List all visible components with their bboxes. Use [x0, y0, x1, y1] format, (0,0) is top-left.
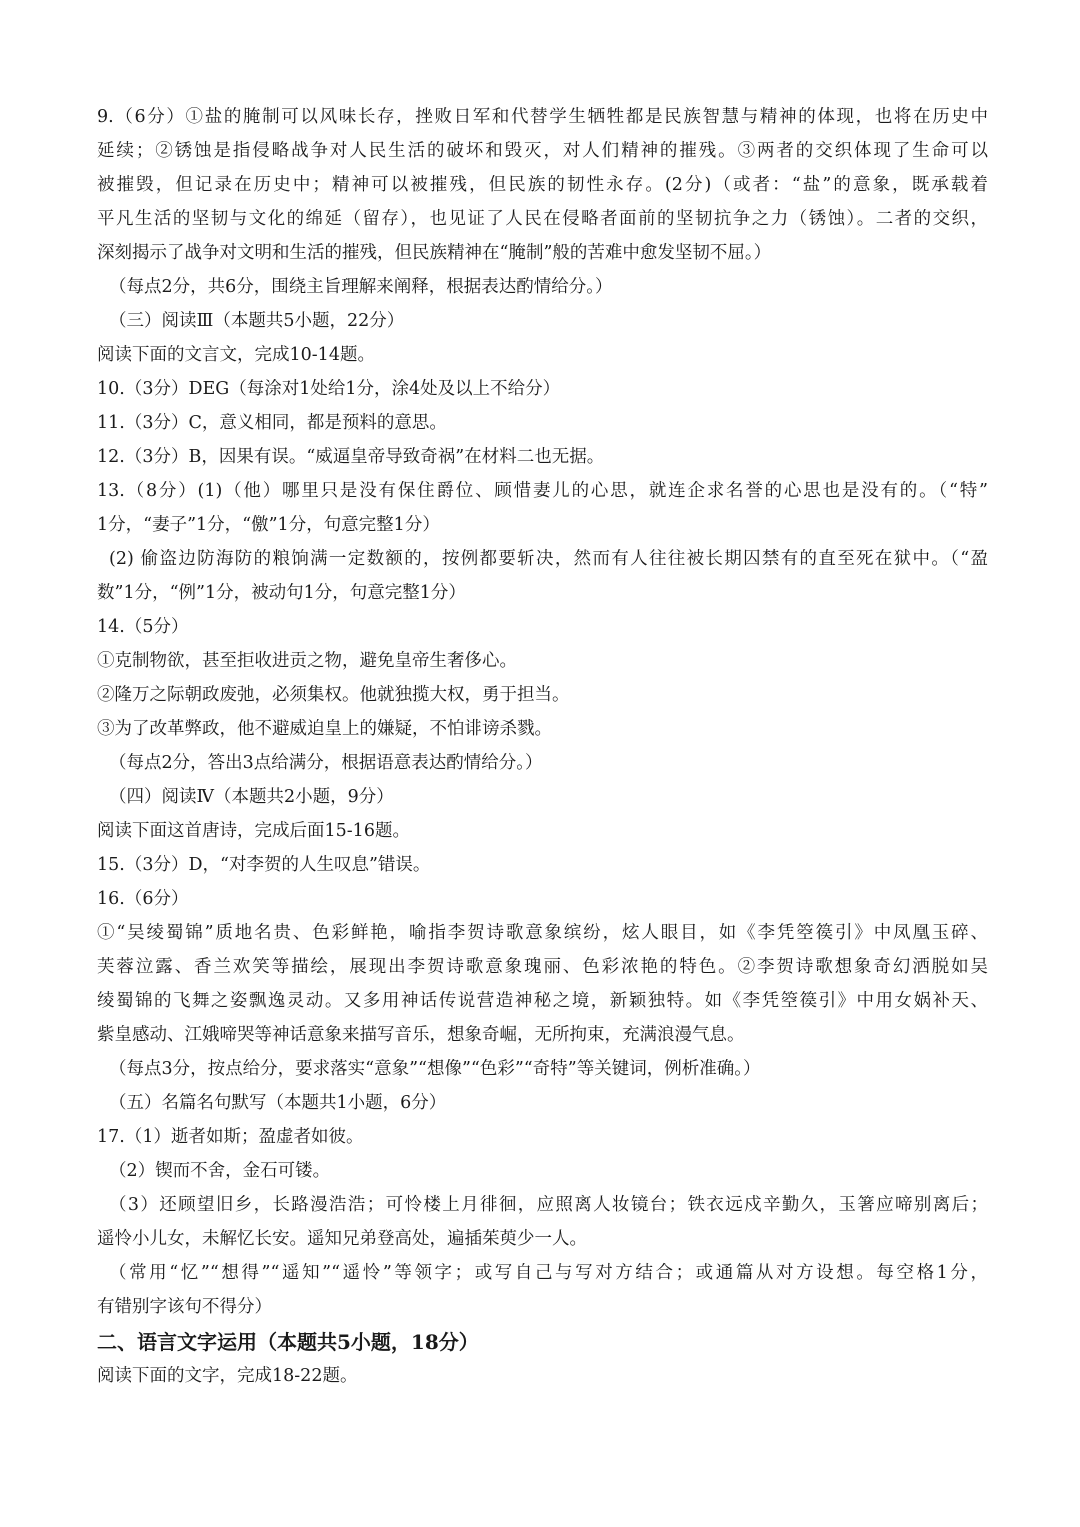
scoring-note-14: （每点2分，答出3点给满分，根据语意表达酌情给分。） [109, 753, 543, 773]
answer-17-1: 17.（1）逝者如斯；盈虚者如彼。 [97, 1127, 364, 1147]
section-heading-reading-3: （三）阅读Ⅲ（本题共5小题，22分） [109, 311, 405, 331]
instruction-10-14: 阅读下面的文言文，完成10-14题。 [97, 345, 375, 365]
answer-9-line-3: 被摧毁，但记录在历史中；精神可以被摧残，但民族的韧性永存。(2分)（或者：“盐”的意象，既承载着 [97, 175, 988, 195]
answer-14-point-2: ②隆万之际朝政废弛，必须集权。他就独揽大权，勇于担当。 [97, 685, 570, 705]
answer-16-line-1: ①“吴绫蜀锦”质地名贵、色彩鲜艳，喻指李贺诗歌意象缤纷，炫人眼目，如《李凭箜篌引》中凤凰玉碎、 [97, 923, 988, 943]
answer-11: 11.（3分）C，意义相同，都是预料的意思。 [97, 413, 447, 433]
answer-17-3-line-1: （3）还顾望旧乡，长路漫浩浩；可怜楼上月徘徊，应照离人妆镜台；铁衣远戍辛勤久，玉箸应啼别离后； [109, 1195, 988, 1215]
answer-9-line-5: 深刻揭示了战争对文明和生活的摧残，但民族精神在“腌制”般的苦难中愈发坚韧不屈。） [97, 243, 772, 263]
section-heading-reading-4: （四）阅读Ⅳ（本题共2小题，9分） [109, 787, 394, 807]
answer-16-line-2: 芙蓉泣露、香兰欢笑等描绘，展现出李贺诗歌意象瑰丽、色彩浓艳的特色。②李贺诗歌想象奇幻洒脱如吴 [97, 957, 988, 977]
answer-16: 16.（6分） [97, 889, 189, 909]
answer-15: 15.（3分）D，“对李贺的人生叹息”错误。 [97, 855, 431, 875]
answer-16-line-4: 紫皇感动、江娥啼哭等神话意象来描写音乐，想象奇崛，无所拘束，充满浪漫气息。 [97, 1025, 745, 1045]
answer-13-line-2: 1分，“妻子”1分，“儌”1分，句意完整1分） [97, 515, 440, 535]
answer-13-line-4: 数”1分，“例”1分，被动句1分，句意完整1分） [97, 583, 466, 603]
section-heading-language-use: 二、语言文字运用（本题共5小题，18分） [97, 1330, 479, 1354]
answer-13-line-3: (2) 偷盗边防海防的粮饷满一定数额的，按例都要斩决，然而有人往往被长期囚禁有的直至死在狱中。（“盈 [109, 549, 988, 569]
answer-17-2: （2）锲而不舍，金石可镂。 [109, 1161, 331, 1181]
answer-9-line-2: 延续；②锈蚀是指侵略战争对人民生活的破坏和毁灭，对人们精神的摧残。③两者的交织体现了生命可以 [97, 141, 988, 161]
scoring-note-16: （每点3分，按点给分，要求落实“意象”“想像”“色彩”“奇特”等关键词，例析准确。） [109, 1059, 761, 1079]
answer-10: 10.（3分）DEG（每涂对1处给1分，涂4处及以上不给分） [97, 379, 561, 399]
instruction-15-16: 阅读下面这首唐诗，完成后面15-16题。 [97, 821, 410, 841]
answer-14-point-1: ①克制物欲，甚至拒收进贡之物，避免皇帝生奢侈心。 [97, 651, 517, 671]
answer-12: 12.（3分）B，因果有误。“威逼皇帝导致奇祸”在材料二也无据。 [97, 447, 605, 467]
section-heading-dictation: （五）名篇名句默写（本题共1小题，6分） [109, 1093, 447, 1113]
scoring-note-9: （每点2分，共6分，围绕主旨理解来阐释，根据表达酌情给分。） [109, 277, 613, 297]
scoring-note-17-line-1: （常用“忆”“想得”“遥知”“遥怜”等领字；或写自己与写对方结合；或通篇从对方设想。每空格1分， [109, 1263, 988, 1283]
answer-9-line-1: 9.（6分）①盐的腌制可以风味长存，挫败日军和代替学生牺牲都是民族智慧与精神的体现，也将在历史中 [97, 107, 988, 127]
answer-16-line-3: 绫蜀锦的飞舞之姿飘逸灵动。又多用神话传说营造神秘之境，新颖独特。如《李凭箜篌引》中用女娲补天、 [97, 991, 988, 1011]
answer-9-line-4: 平凡生活的坚韧与文化的绵延（留存），也见证了人民在侵略者面前的坚韧抗争之力（锈蚀）。二者的交织， [97, 209, 988, 229]
answer-13-line-1: 13.（8分）(1)（他）哪里只是没有保住爵位、顾惜妻儿的心思，就连企求名誉的心思也是没有的。（“特” [97, 481, 988, 501]
instruction-18-22: 阅读下面的文字，完成18-22题。 [97, 1366, 358, 1386]
scoring-note-17-line-2: 有错别字该句不得分） [97, 1297, 272, 1317]
answer-17-3-line-2: 遥怜小儿女，未解忆长安。遥知兄弟登高处，遍插茱萸少一人。 [97, 1229, 587, 1249]
answer-14-point-3: ③为了改革弊政，他不避威迫皇上的嫌疑，不怕诽谤杀戮。 [97, 719, 552, 739]
answer-14: 14.（5分） [97, 617, 189, 637]
